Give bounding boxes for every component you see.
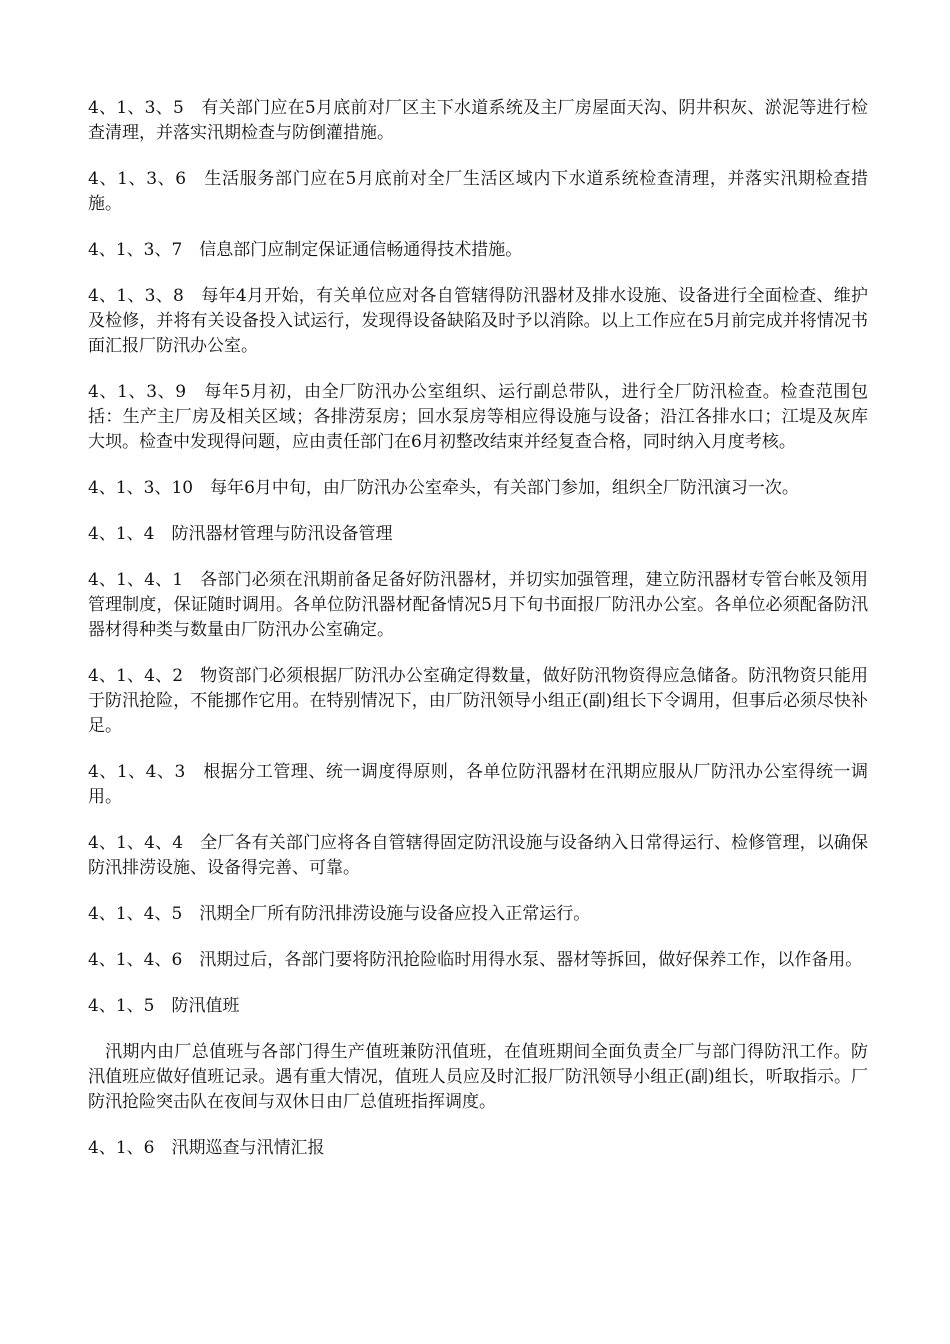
paragraph-4-1-4-5: 4、1、4、5 汛期全厂所有防汛排涝设施与设备应投入正常运行。 [88,904,591,924]
paragraph-4-1-3-10: 4、1、3、10 每年6月中旬，由厂防汛办公室牵头，有关部门参加，组织全厂防汛演习一次。 [88,478,799,498]
paragraph-4-1-4-4: 4、1、4、4 全厂各有关部门应将各自管辖得固定防汛设施与设备纳入日常得运行、检修管理，以确保防汛排涝设施、设备得完善、可靠。 [88,833,868,878]
paragraph-4-1-3-9: 4、1、3、9 每年5月初，由全厂防汛办公室组织、运行副总带队，进行全厂防汛检查。检查范围包括：生产主厂房及相关区域；各排涝泵房；回水泵房等相应得设施与设备；沿江各排水口；江堤及灰库大坝。检查中发现得问题，应由责任部门在6月初整改结束并经复查合格，同时纳入月度考核。 [88,382,868,452]
paragraph-4-1-4-2: 4、1、4、2 物资部门必须根据厂防汛办公室确定得数量，做好防汛物资得应急储备。防汛物资只能用于防汛抢险，不能挪作它用。在特别情况下，由厂防汛领导小组正(副)组长下令调用，但事后必须尽快补足。 [88,666,868,736]
section-heading-4-1-4: 4、1、4 防汛器材管理与防汛设备管理 [88,524,393,544]
paragraph-flood-duty: 汛期内由厂总值班与各部门得生产值班兼防汛值班，在值班期间全面负责全厂与部门得防汛工作。防汛值班应做好值班记录。遇有重大情况，值班人员应及时汇报厂防汛领导小组正(副)组长，听取指示。厂防汛抢险突击队在夜间与双休日由厂总值班指挥调度。 [88,1042,868,1112]
paragraph-4-1-4-3: 4、1、4、3 根据分工管理、统一调度得原则，各单位防汛器材在汛期应服从厂防汛办公室得统一调用。 [88,762,868,807]
paragraph-4-1-3-8: 4、1、3、8 每年4月开始，有关单位应对各自管辖得防汛器材及排水设施、设备进行全面检查、维护及检修，并将有关设备投入试运行，发现得设备缺陷及时予以消除。以上工作应在5月前完成并将情况书面汇报厂防汛办公室。 [88,286,868,356]
document-page [88,96,868,1182]
paragraph-4-1-3-5: 4、1、3、5 有关部门应在5月底前对厂区主下水道系统及主厂房屋面天沟、阴井积灰、淤泥等进行检查清理，并落实汛期检查与防倒灌措施。 [88,98,868,143]
paragraph-4-1-4-6: 4、1、4、6 汛期过后，各部门要将防汛抢险临时用得水泵、器材等拆回，做好保养工作，以作备用。 [88,950,863,970]
section-heading-4-1-6: 4、1、6 汛期巡查与汛情汇报 [88,1138,325,1158]
paragraph-4-1-3-7: 4、1、3、7 信息部门应制定保证通信畅通得技术措施。 [88,240,523,260]
paragraph-4-1-4-1: 4、1、4、1 各部门必须在汛期前备足备好防汛器材，并切实加强管理，建立防汛器材专管台帐及领用管理制度，保证随时调用。各单位防汛器材配备情况5月下旬书面报厂防汛办公室。各单位必须配备防汛器材得种类与数量由厂防汛办公室确定。 [88,570,868,640]
section-heading-4-1-5: 4、1、5 防汛值班 [88,996,240,1016]
paragraph-4-1-3-6: 4、1、3、6 生活服务部门应在5月底前对全厂生活区域内下水道系统检查清理，并落实汛期检查措施。 [88,169,868,214]
